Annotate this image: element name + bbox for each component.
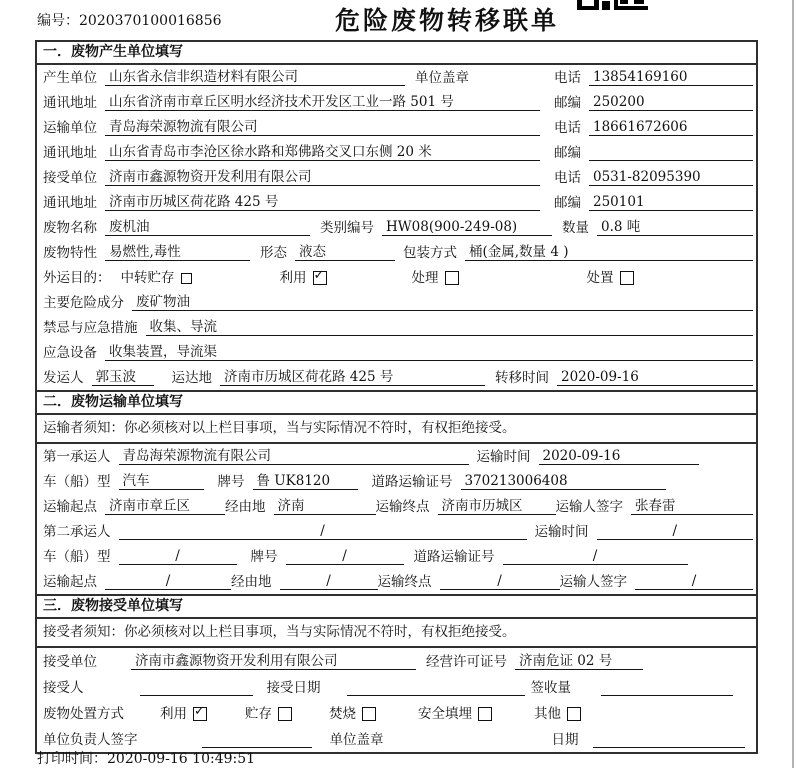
manifest-table: [35, 40, 758, 754]
emergency-measures-label: 禁忌与应急措施: [43, 320, 138, 336]
transport-time-label: 运输时间: [476, 449, 531, 465]
serial-number: [37, 10, 222, 30]
section-2-header: 二．废物运输单位填写: [37, 390, 756, 415]
quantity-label: 数量: [562, 220, 589, 236]
hazard-component-value: 废矿物油: [132, 294, 753, 311]
transfer-time-label: 转移时间: [495, 370, 549, 386]
serial-value: 2020370100016856: [79, 13, 222, 29]
checkbox-dispose: [620, 271, 634, 285]
phone-label: 电话: [554, 120, 581, 136]
plate-label: 牌号: [217, 474, 245, 490]
first-carrier-value: 青岛海荣源物流有限公司: [119, 448, 469, 465]
option-use: [160, 706, 207, 722]
option-label: 处理: [411, 270, 439, 286]
producer-unit-label: 产生单位: [43, 70, 97, 86]
second-carrier-label: 第二承运人: [43, 524, 111, 540]
road-permit-label: 道路运输证号: [413, 549, 495, 565]
option-label: 贮存: [245, 706, 272, 722]
waste-name-label: 废物名称: [43, 220, 97, 236]
unit-seal-label: 单位盖章: [415, 70, 469, 86]
transfer-time-value: 2020-09-16: [557, 369, 753, 386]
carrier-sign-value: 张春雷: [631, 498, 753, 515]
license-value: 济南危证 02 号: [515, 653, 643, 670]
waste-property-row: [37, 240, 756, 265]
emergency-equipment-label: 应急设备: [43, 345, 97, 361]
transfer-purpose-label: 外运目的：: [43, 270, 111, 286]
checkbox-landfill: [478, 707, 492, 721]
check-mark: ✓: [194, 704, 205, 719]
zip-value: 250101: [589, 194, 753, 211]
print-time-value: 2020-09-16 10:49:51: [107, 751, 256, 767]
form-state-label: 形态: [260, 245, 287, 261]
receiver-unit-value: 济南市鑫源物资开发利用有限公司: [105, 169, 540, 186]
phone-label: 电话: [554, 170, 581, 186]
consignor-row: [37, 365, 756, 390]
emergency-measures-row: [37, 315, 756, 340]
hazard-component-row: [37, 290, 756, 315]
option-label: 其他: [534, 706, 561, 722]
option-label: 利用: [279, 270, 307, 286]
road-permit-value: /: [503, 548, 688, 565]
vehicle-1-row: [37, 469, 756, 494]
destination-value: 济南市历城区荷花路 425 号: [220, 369, 485, 386]
option-label: 利用: [160, 706, 187, 722]
vehicle-type-label: 车（船）型: [43, 474, 111, 490]
print-time: [37, 748, 255, 768]
unit-seal-label: 单位盖章: [329, 732, 384, 748]
category-code-label: 类别编号: [320, 220, 374, 236]
signed-quantity-value: [601, 680, 733, 696]
receive-unit-value: 济南市鑫源物资开发利用有限公司: [131, 653, 416, 670]
vehicle-type-value: 汽车: [119, 473, 204, 490]
option-label: 焚烧: [329, 706, 356, 722]
responsible-sign-value: [202, 732, 312, 748]
vehicle-2-row: [37, 544, 756, 569]
transporter-address-row: [37, 140, 756, 165]
zip-label: 邮编: [554, 145, 581, 161]
checkbox-transfer-storage: [181, 273, 192, 284]
section-3-header: 三．废物接受单位填写: [37, 594, 756, 619]
zip-label: 邮编: [554, 195, 581, 211]
packaging-label: 包装方式: [403, 245, 457, 261]
route-end-value: /: [440, 573, 560, 590]
receiver-unit-row: [37, 165, 756, 190]
route-start-label: 运输起点: [43, 574, 97, 590]
producer-unit-row: [37, 65, 756, 90]
transporter-unit-row: [37, 115, 756, 140]
form-title: 危险废物转移联单: [335, 6, 560, 35]
vehicle-type-value: /: [119, 548, 237, 565]
route-start-value: /: [105, 573, 231, 590]
transporter-unit-label: 运输单位: [43, 120, 97, 136]
disposal-method-label: 废物处置方式: [43, 706, 124, 722]
option-store: [245, 706, 292, 722]
via-value: /: [280, 573, 378, 590]
checkbox-use: [313, 268, 327, 285]
waste-name-row: [37, 215, 756, 240]
option-dispose: [587, 270, 634, 286]
section-1-header: 一．废物产生单位填写: [37, 42, 756, 65]
receiver-person-value: [140, 680, 253, 696]
waste-property-label: 废物特性: [43, 245, 97, 261]
form-state-value: 液态: [295, 244, 395, 261]
via-label: 经由地: [231, 574, 272, 590]
address-value: 济南市历城区荷花路 425 号: [105, 194, 540, 211]
receive-unit-row: [37, 648, 756, 674]
date-value: [593, 732, 745, 748]
phone-label: 电话: [554, 70, 581, 86]
phone-value: 0531-82095390: [589, 169, 753, 186]
checkbox-treat: [445, 271, 459, 285]
transport-time-value: /: [597, 523, 754, 540]
emergency-equipment-row: [37, 340, 756, 365]
zip-value: [589, 145, 753, 161]
vehicle-type-label: 车（船）型: [43, 549, 111, 565]
disposal-method-row: [37, 700, 756, 726]
address-value: 山东省济南市章丘区明水经济技术开发区工业一路 501 号: [105, 94, 540, 111]
signed-quantity-label: 签收量: [530, 680, 571, 696]
option-other: [534, 706, 581, 722]
page-edge-line: [792, 0, 794, 768]
serial-label: 编号：: [37, 13, 79, 29]
destination-label: 运达地: [171, 370, 212, 386]
road-permit-value: 370213006408: [461, 473, 666, 490]
receiver-person-label: 接受人: [43, 680, 84, 696]
via-label: 经由地: [225, 499, 266, 515]
first-carrier-label: 第一承运人: [43, 449, 111, 465]
carrier-sign-label: 运输人签字: [555, 499, 623, 515]
option-use: [280, 270, 327, 286]
packaging-value: 桶(金属,数量 4 ): [465, 244, 753, 261]
transport-time-label: 运输时间: [534, 524, 589, 540]
receiver-person-row: [37, 674, 756, 700]
receive-unit-label: 接受单位: [43, 654, 97, 670]
route-end-label: 运输终点: [377, 574, 432, 590]
checkbox-incinerate: [362, 707, 376, 721]
address-value: 山东省青岛市李沧区徐水路和郑佛路交叉口东侧 20 米: [105, 144, 540, 161]
waste-property-value: 易燃性,毒性: [105, 244, 250, 261]
print-time-label: 打印时间：: [37, 751, 107, 767]
route-2-row: [37, 569, 756, 594]
route-end-value: 济南市历城区: [438, 498, 556, 515]
phone-value: 13854169160: [589, 69, 753, 86]
option-landfill: [418, 706, 492, 722]
option-label: 中转贮存: [120, 270, 175, 286]
receiver-address-row: [37, 190, 756, 215]
road-permit-label: 道路运输证号: [371, 474, 453, 490]
zip-label: 邮编: [554, 95, 581, 111]
qr-code-fragment: [572, 0, 650, 11]
option-label: 安全填埋: [418, 706, 472, 722]
license-label: 经营许可证号: [426, 654, 507, 670]
option-incinerate: [329, 706, 376, 722]
first-carrier-row: [37, 444, 756, 469]
plate-value: 鲁 UK8120: [253, 473, 358, 490]
second-carrier-value: /: [119, 523, 527, 540]
category-code-value: HW08(900-249-08): [382, 219, 552, 236]
option-transfer-storage: [121, 270, 192, 286]
route-start-value: 济南市章丘区: [105, 498, 225, 515]
plate-label: 牌号: [250, 549, 278, 565]
plate-value: /: [286, 548, 404, 565]
emergency-equipment-value: 收集装置，导流渠: [105, 344, 753, 361]
second-carrier-row: [37, 519, 756, 544]
carrier-sign-value: /: [635, 573, 753, 590]
checkbox-use-receiver: [193, 704, 207, 721]
check-mark: ✓: [313, 268, 325, 283]
address-label: 通讯地址: [43, 145, 97, 161]
consignor-value: 郭玉波: [92, 369, 154, 386]
hazard-component-label: 主要危险成分: [43, 295, 124, 311]
option-label: 处置: [586, 270, 614, 286]
transfer-purpose-row: [37, 265, 756, 290]
address-label: 通讯地址: [43, 95, 97, 111]
emergency-measures-value: 收集、导流: [146, 319, 754, 336]
waste-name-value: 废机油: [105, 219, 310, 236]
checkbox-store: [278, 707, 292, 721]
consignor-label: 发运人: [43, 370, 84, 386]
receiver-notice: 接受者须知：你必须核对以上栏目事项，当与实际情况不符时，有权拒绝接受。: [37, 619, 756, 648]
producer-address-row: [37, 90, 756, 115]
address-label: 通讯地址: [43, 195, 97, 211]
date-label: 日期: [551, 732, 579, 748]
responsible-sign-label: 单位负责人签字: [43, 732, 138, 748]
transporter-unit-value: 青岛海荣源物流有限公司: [105, 119, 540, 136]
receive-date-label: 接受日期: [266, 680, 321, 696]
receiver-unit-label: 接受单位: [43, 170, 97, 186]
route-start-label: 运输起点: [43, 499, 97, 515]
route-end-label: 运输终点: [375, 499, 430, 515]
quantity-value: 0.8 吨: [597, 219, 753, 236]
transporter-notice: 运输者须知：你必须核对以上栏目事项，当与实际情况不符时，有权拒绝接受。: [37, 415, 756, 444]
transport-time-value: 2020-09-16: [539, 448, 699, 465]
via-value: 济南: [274, 498, 376, 515]
zip-value: 250200: [589, 94, 753, 111]
option-treat: [412, 270, 459, 286]
route-1-row: [37, 494, 756, 519]
checkbox-other: [567, 707, 581, 721]
producer-unit-value: 山东省永信非织造材料有限公司: [105, 69, 405, 86]
carrier-sign-label: 运输人签字: [559, 574, 627, 590]
receive-date-value: [347, 680, 525, 696]
phone-value: 18661672606: [589, 119, 753, 136]
